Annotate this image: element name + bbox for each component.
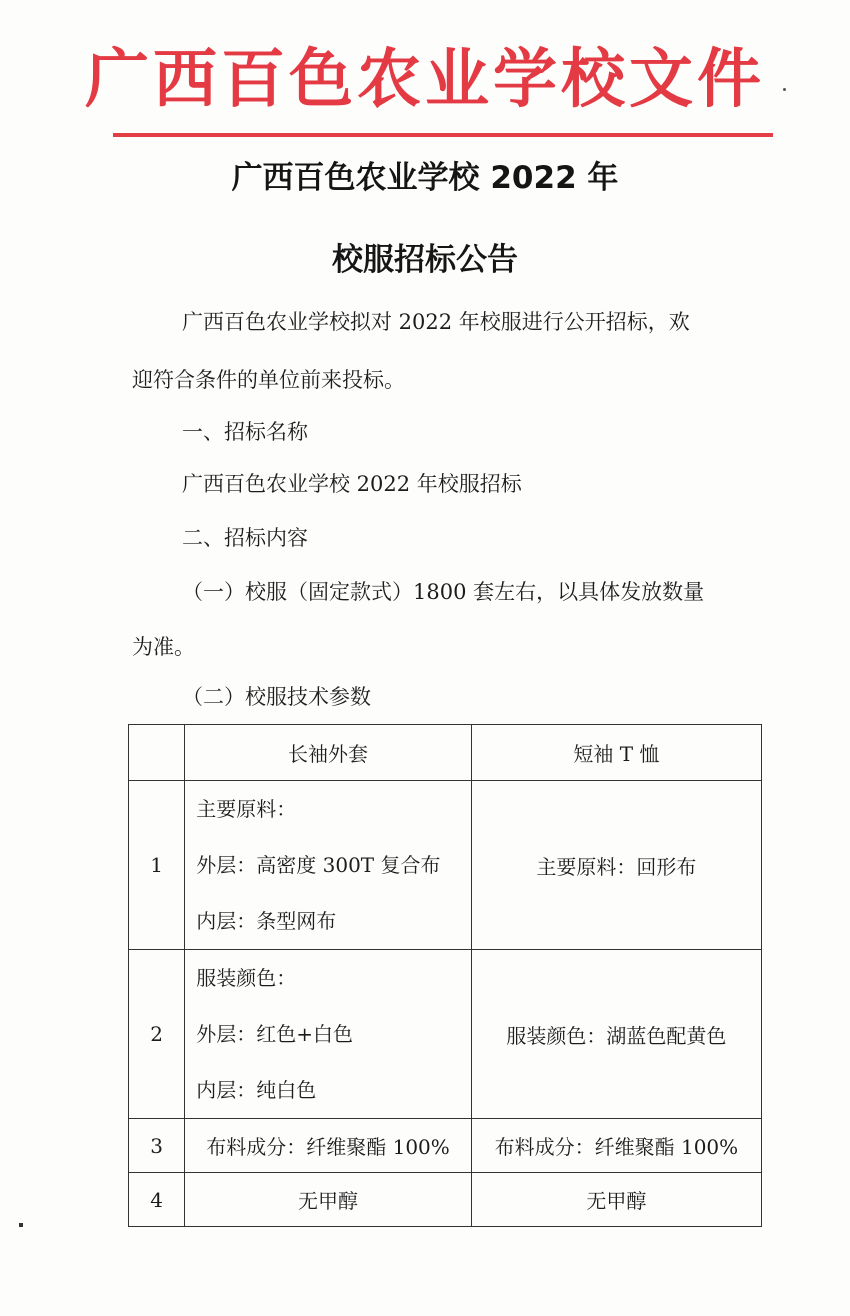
row-index: 3 — [129, 1119, 185, 1173]
intro-paragraph-line-1: 广西百色农业学校拟对 2022 年校服进行公开招标，欢 — [182, 310, 690, 334]
tshirt-material-cell: 主要原料：回形布 — [471, 781, 761, 950]
tshirt-formaldehyde-cell: 无甲醇 — [471, 1173, 761, 1227]
jacket-inner-color: 内层：纯白色 — [196, 1078, 317, 1102]
uniform-spec-table — [128, 724, 762, 1227]
table-row — [129, 1173, 762, 1227]
row-index: 4 — [129, 1173, 185, 1227]
table-header-index-cell — [129, 725, 185, 781]
jacket-spec-cell — [185, 781, 471, 950]
tshirt-fabric-cell: 布料成分：纤维聚酯 100% — [471, 1119, 761, 1173]
intro-paragraph-line-2: 迎符合条件的单位前来投标。 — [132, 368, 405, 392]
jacket-inner-layer: 内层：条型网布 — [196, 909, 337, 933]
jacket-formaldehyde-cell: 无甲醇 — [185, 1173, 471, 1227]
scan-speck — [783, 88, 786, 91]
letterhead-title: 广西百色农业学校文件 — [85, 43, 765, 117]
table-header-tshirt: 短袖 T 恤 — [471, 725, 761, 781]
section-2-item-1-line-2: 为准。 — [132, 635, 195, 659]
jacket-outer-layer: 外层：高密度 300T 复合布 — [196, 853, 441, 877]
jacket-color-label: 服装颜色： — [196, 966, 297, 990]
section-2-item-1-line-1: （一）校服（固定款式）1800 套左右，以具体发放数量 — [182, 580, 705, 604]
row-index: 1 — [129, 781, 185, 950]
jacket-fabric-cell: 布料成分：纤维聚酯 100% — [185, 1119, 471, 1173]
row-index: 2 — [129, 950, 185, 1119]
section-1-body: 广西百色农业学校 2022 年校服招标 — [182, 472, 522, 496]
tshirt-color-cell: 服装颜色：湖蓝色配黄色 — [471, 950, 761, 1119]
jacket-material-label: 主要原料： — [196, 797, 297, 821]
section-2-item-2: （二）校服技术参数 — [182, 685, 371, 709]
section-2-heading: 二、招标内容 — [182, 526, 308, 550]
scan-mark — [19, 1223, 23, 1227]
table-row — [129, 950, 762, 1119]
letterhead-red-rule — [113, 133, 773, 137]
jacket-spec-cell — [185, 950, 471, 1119]
table-row — [129, 1119, 762, 1173]
document-title-line-2: 校服招标公告 — [332, 242, 518, 278]
section-1-heading: 一、招标名称 — [182, 420, 308, 444]
jacket-outer-color: 外层：红色+白色 — [196, 1022, 354, 1046]
table-header-row — [129, 725, 762, 781]
table-row — [129, 781, 762, 950]
table-header-jacket: 长袖外套 — [185, 725, 471, 781]
document-title-line-1: 广西百色农业学校 2022 年 — [231, 160, 619, 196]
